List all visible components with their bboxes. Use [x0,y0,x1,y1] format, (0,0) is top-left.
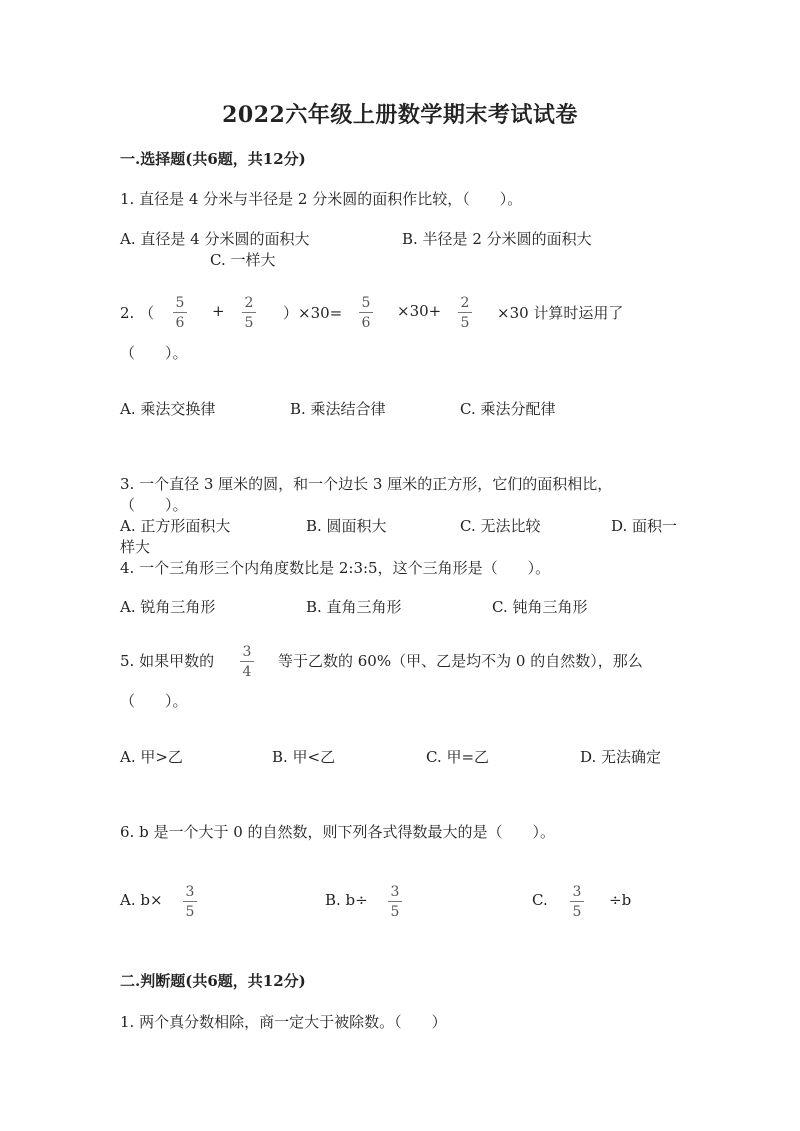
fraction-numerator: 5 [175,295,185,311]
fraction [183,885,197,919]
fraction [458,296,472,330]
question-4-option-c[interactable]: C. 钝角三角形 [492,598,588,616]
question-2-option-a[interactable]: A. 乘法交换律 [120,400,216,418]
question-5-option-b[interactable]: B. 甲<乙 [272,748,336,766]
fraction-denominator: 4 [242,664,252,680]
question-2-text-4: ×30 计算时运用了 [497,304,624,322]
fraction-denominator: 5 [390,904,400,920]
question-4-option-a[interactable]: A. 锐角三角形 [120,598,216,616]
fraction [242,296,256,330]
fraction-numerator: 3 [185,884,195,900]
question-6-option-c[interactable]: C. [532,891,548,909]
fraction [570,885,584,919]
question-2-option-b[interactable]: B. 乘法结合律 [290,400,386,418]
question-1-option-c[interactable]: C. 一样大 [210,251,276,269]
fraction [388,885,402,919]
question-5-option-a[interactable]: A. 甲>乙 [120,748,183,766]
question-3-option-d-continued: 样大 [120,538,151,556]
question-4-stem: 4. 一个三角形三个内角度数比是 2:3:5，这个三角形是（ ）。 [120,559,551,577]
question-6-option-a[interactable]: A. b× [120,891,163,909]
question-2-option-c[interactable]: C. 乘法分配律 [460,400,556,418]
question-2-plus: + [212,302,225,320]
fraction-numerator: 3 [390,884,400,900]
question-3-option-c[interactable]: C. 无法比较 [460,517,541,535]
fraction [359,296,373,330]
question-3-stem: 3. 一个直径 3 厘米的圆，和一个边长 3 厘米的正方形，它们的面积相比， [120,475,613,493]
fraction-numerator: 2 [460,295,470,311]
question-6-option-c-tail: ÷b [609,891,632,909]
question-5-option-d[interactable]: D. 无法确定 [580,748,662,766]
question-3-option-a[interactable]: A. 正方形面积大 [120,517,231,535]
question-2-answer-blank: （ ）。 [120,344,188,362]
fraction-denominator: 5 [244,315,254,331]
question-5-text-1: 5. 如果甲数的 [120,652,215,670]
fraction-numerator: 3 [572,884,582,900]
section-heading-judgement: 二.判断题(共6题，共12分) [120,972,306,990]
fraction-numerator: 3 [242,644,252,660]
question-2-text-3: ×30+ [397,302,442,320]
question-4-option-b[interactable]: B. 直角三角形 [306,598,402,616]
page-title: 2022六年级上册数学期末考试试卷 [222,102,578,128]
question-6-stem: 6. b 是一个大于 0 的自然数，则下列各式得数最大的是（ ）。 [120,823,556,841]
question-1-option-b[interactable]: B. 半径是 2 分米圆的面积大 [402,230,592,248]
fraction-denominator: 5 [185,904,195,920]
question-3-option-d[interactable]: D. 面积一 [611,517,678,535]
question-5-answer-blank: （ ）。 [120,692,188,710]
question-3-option-b[interactable]: B. 圆面积大 [306,517,387,535]
question-1-option-a[interactable]: A. 直径是 4 分米圆的面积大 [120,230,310,248]
judgement-1-stem: 1. 两个真分数相除，商一定大于被除数。（ ） [120,1013,447,1031]
section-heading-choice: 一.选择题(共6题，共12分) [120,150,306,168]
question-2-text-2: ）×30= [283,304,343,322]
question-2-text-1: 2. （ [120,304,155,322]
fraction-denominator: 6 [361,315,371,331]
question-5-text-2: 等于乙数的 60%（甲、乙是均不为 0 的自然数），那么 [278,652,643,670]
fraction-denominator: 5 [572,904,582,920]
fraction-denominator: 5 [460,315,470,331]
fraction-numerator: 2 [244,295,254,311]
fraction [173,296,187,330]
fraction-denominator: 6 [175,315,185,331]
fraction-numerator: 5 [361,295,371,311]
fraction [240,645,254,679]
question-3-answer-blank: （ ）。 [120,496,188,514]
question-6-option-b[interactable]: B. b÷ [325,891,368,909]
question-1-stem: 1. 直径是 4 分米与半径是 2 分米圆的面积作比较，（ ）。 [120,190,523,208]
question-5-option-c[interactable]: C. 甲=乙 [426,748,490,766]
